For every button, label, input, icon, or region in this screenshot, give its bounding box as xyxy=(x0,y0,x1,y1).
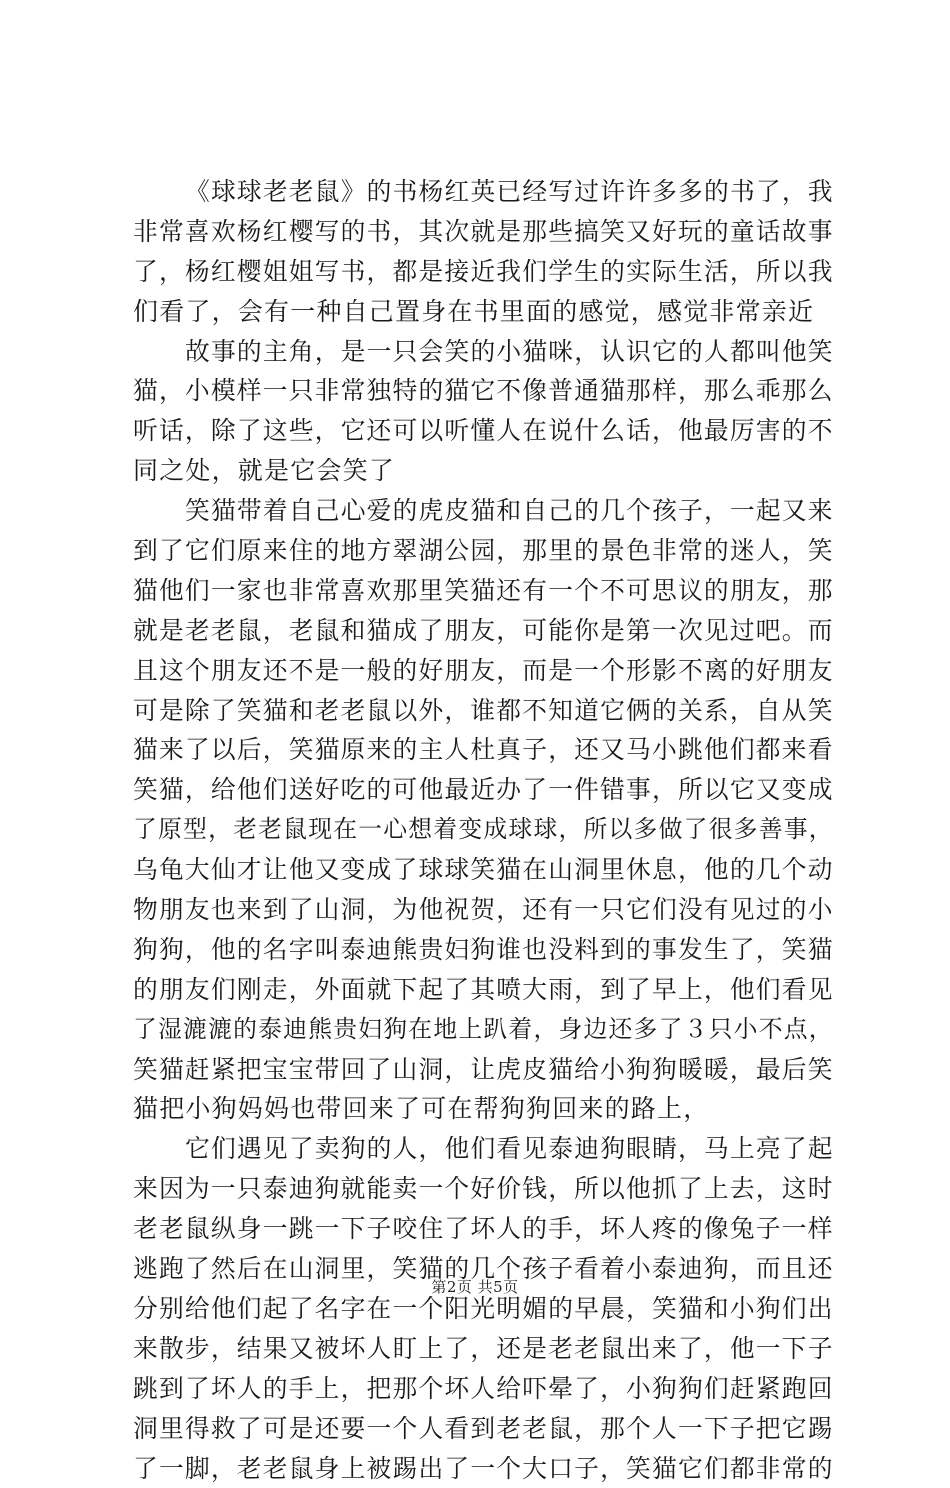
text-line: 跳到了坏人的手上，把那个坏人给吓晕了，小狗狗们赶紧跑回 xyxy=(133,1369,833,1409)
text-line: 乌龟大仙才让他又变成了球球笑猫在山洞里休息，他的几个动 xyxy=(133,850,833,890)
text-line: 洞里得救了可是还要一个人看到老老鼠，那个人一下子把它踢 xyxy=(133,1409,833,1449)
text-line: 猫，小模样一只非常独特的猫它不像普通猫那样，那么乖那么 xyxy=(133,371,833,411)
text-line: 听话，除了这些，它还可以听懂人在说什么话，他最厉害的不 xyxy=(133,411,833,451)
text-line: 故事的主角，是一只会笑的小猫咪，认识它的人都叫他笑 xyxy=(133,332,833,372)
text-line: 猫把小狗妈妈也带回来了可在帮狗狗回来的路上， xyxy=(133,1089,833,1129)
text-line: 就是老老鼠，老鼠和猫成了朋友，可能你是第一次见过吧。而 xyxy=(133,611,833,651)
text-line: 狗狗，他的名字叫泰迪熊贵妇狗谁也没料到的事发生了，笑猫 xyxy=(133,930,833,970)
text-line: 的朋友们刚走，外面就下起了其喷大雨，到了早上，他们看见 xyxy=(133,970,833,1010)
text-line: 非常喜欢杨红樱写的书，其次就是那些搞笑又好玩的童话故事 xyxy=(133,212,833,252)
text-line: 了原型，老老鼠现在一心想着变成球球，所以多做了很多善事， xyxy=(133,810,833,850)
text-line: 可是除了笑猫和老老鼠以外，谁都不知道它俩的关系，自从笑 xyxy=(133,691,833,731)
text-line: 逃跑了然后在山洞里，笑猫的几个孩子看着小泰迪狗，而且还 xyxy=(133,1249,833,1289)
text-line: 且这个朋友还不是一般的好朋友，而是一个形影不离的好朋友 xyxy=(133,651,833,691)
text-line: 来因为一只泰迪狗就能卖一个好价钱，所以他抓了上去，这时 xyxy=(133,1169,833,1209)
paragraph-1 xyxy=(133,172,833,332)
paragraph-2 xyxy=(133,332,833,492)
paragraph-4 xyxy=(133,1129,833,1488)
text-line: 笑猫，给他们送好吃的可他最近办了一件错事，所以它又变成 xyxy=(133,770,833,810)
text-line: 笑猫带着自己心爱的虎皮猫和自己的几个孩子，一起又来 xyxy=(133,491,833,531)
text-line: 猫来了以后，笑猫原来的主人杜真子，还又马小跳他们都来看 xyxy=(133,730,833,770)
page-footer: 第2页 共5页 xyxy=(0,1276,950,1297)
text-line: 猫他们一家也非常喜欢那里笑猫还有一个不可思议的朋友，那 xyxy=(133,571,833,611)
text-line: 了一脚，老老鼠身上被踢出了一个大口子，笑猫它们都非常的 xyxy=(133,1449,833,1488)
text-line: 来散步，结果又被坏人盯上了，还是老老鼠出来了，他一下子 xyxy=(133,1329,833,1369)
text-line: 笑猫赶紧把宝宝带回了山洞，让虎皮猫给小狗狗暖暖，最后笑 xyxy=(133,1050,833,1090)
text-line: 分别给他们起了名字在一个阳光明媚的早晨，笑猫和小狗们出 xyxy=(133,1289,833,1329)
text-line: 物朋友也来到了山洞，为他祝贺，还有一只它们没有见过的小 xyxy=(133,890,833,930)
paragraph-3 xyxy=(133,491,833,1129)
text-line: 到了它们原来住的地方翠湖公园，那里的景色非常的迷人，笑 xyxy=(133,531,833,571)
text-line: 了，杨红樱姐姐写书，都是接近我们学生的实际生活，所以我 xyxy=(133,252,833,292)
text-line: 了湿漉漉的泰迪熊贵妇狗在地上趴着，身边还多了３只小不点， xyxy=(133,1010,833,1050)
text-line: 们看了，会有一种自己置身在书里面的感觉，感觉非常亲近 xyxy=(133,292,833,332)
text-line: 老老鼠纵身一跳一下子咬住了坏人的手，坏人疼的像兔子一样 xyxy=(133,1209,833,1249)
text-line: 《球球老老鼠》的书杨红英已经写过许许多多的书了，我 xyxy=(133,172,833,212)
text-line: 同之处，就是它会笑了 xyxy=(133,451,833,491)
text-line: 它们遇见了卖狗的人，他们看见泰迪狗眼睛，马上亮了起 xyxy=(133,1129,833,1169)
